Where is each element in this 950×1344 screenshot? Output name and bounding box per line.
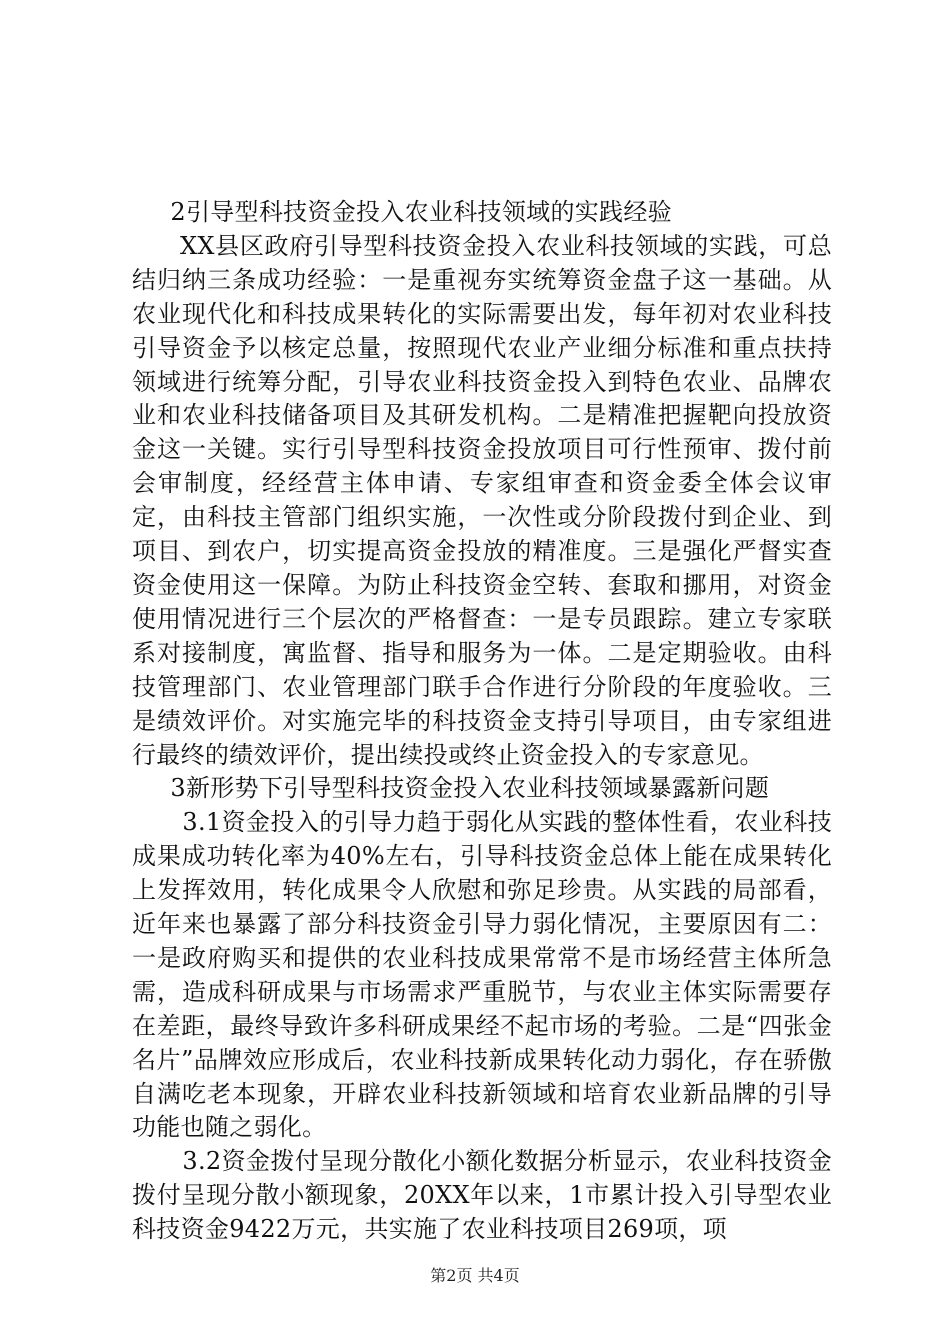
paragraph-3-1: 3.1资金投入的引导力趋于弱化从实践的整体性看，农业科技成果成功转化率为40%左右，引导科技资金总体上能在成果转化上发挥效用，转化成果令人欣慰和弥足珍贵。从实践的局部看，近年来也暴露了部分科技资金引导力弱化情况，主要原因有二：一是政府购买和提供的农业科技成果常常不是市场经营主体所急需，造成科研成果与市场需求严重脱节，与农业主体实际需要存在差距，最终导致许多科研成果经不起市场的考验。二是“四张金名片”品牌效应形成后，农业科技新成果转化动力弱化，存在骄傲自满吃老本现象，开辟农业科技新领域和培育农业新品牌的引导功能也随之弱化。 <box>132 808 832 1142</box>
section-heading-2: 2引导型科技资金投入农业科技领域的实践经验 <box>170 198 672 226</box>
paragraph-experience: XX县区政府引导型科技资金投入农业科技领域的实践，可总结归纳三条成功经验：一是重视夯实统筹资金盘子这一基础。从农业现代化和科技成果转化的实际需要出发，每年初对农业科技引导资金予以核定总量，按照现代农业产业细分标准和重点扶持领域进行统筹分配，引导农业科技资金投入到特色农业、品牌农业和农业科技储备项目及其研发机构。二是精准把握靶向投放资金这一关键。实行引导型科技资金投放项目可行性预审、拨付前会审制度，经经营主体申请、专家组审查和资金委全体会议审定，由科技主管部门组织实施，一次性或分阶段拨付到企业、到项目、到农户，切实提高资金投放的精准度。三是强化严督实查资金使用这一保障。为防止科技资金空转、套取和挪用，对资金使用情况进行三个层次的严格督查：一是专员跟踪。建立专家联系对接制度，寓监督、指导和服务为一体。二是定期验收。由科技管理部门、农业管理部门联手合作进行分阶段的年度验收。三是绩效评价。对实施完毕的科技资金支持引导项目，由专家组进行最终的绩效评价，提出续投或终止资金投入的专家意见。 <box>132 231 832 769</box>
page-number-footer: 第2页 共4页 <box>430 1266 520 1285</box>
document-body <box>132 196 832 1247</box>
paragraph-3-2: 3.2资金拨付呈现分散化小额化数据分析显示，农业科技资金拨付呈现分散小额现象，20XX年以来，1市累计投入引导型农业科技资金9422万元，共实施了农业科技项目269项，项 <box>132 1147 832 1244</box>
section-heading-3: 3新形势下引导型科技资金投入农业科技领域暴露新问题 <box>170 774 770 803</box>
